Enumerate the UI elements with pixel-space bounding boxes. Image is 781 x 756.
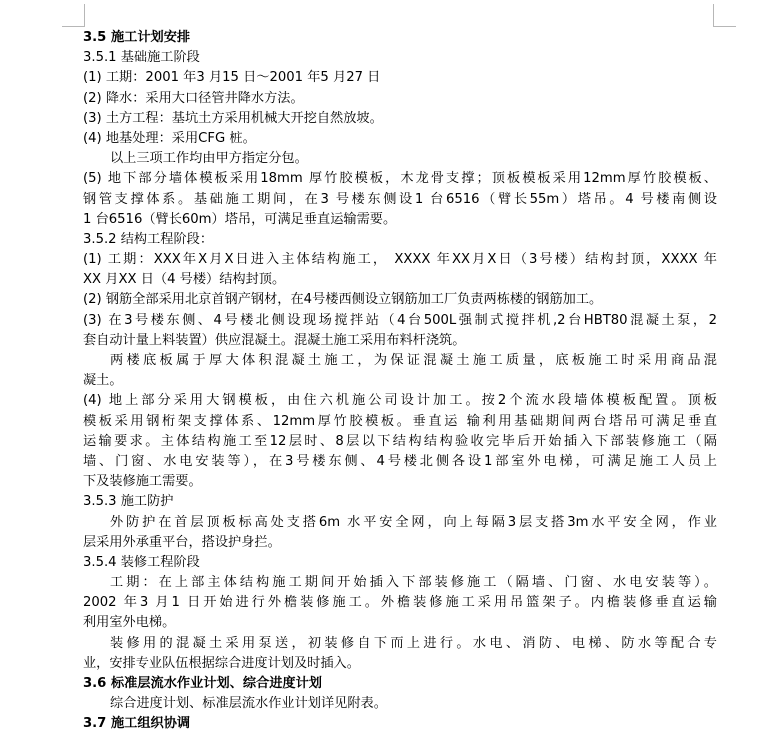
paragraph-line: 模板采用钢桁架支撑体系、12mm厚竹胶模板。垂直运 输利用基础期间两台塔吊可满足垂直 — [83, 413, 717, 429]
page-corner-mark-left — [62, 4, 85, 27]
paragraph-line: 钢管支撑体系。基础施工期间，在3 号楼东侧设1 台6516（臂长55m）塔吊。4 号楼南侧设 — [83, 191, 717, 207]
page-corner-mark-right — [713, 4, 736, 27]
paragraph-line: 两楼底板属于厚大体积混凝土施工，为保证混凝土施工质量，底板施工时采用商品混 — [110, 353, 717, 368]
paragraph-line: (1) 工期：XXX年X月X日进入主体结构施工， XXXX 年XX月X日（3号楼）结构封顶，XXXX 年 — [83, 252, 717, 268]
paragraph-line: 2002 年3 月1 日开始进行外檐装修施工。外檐装修施工采用吊篮架子。内檐装修垂直运输 — [83, 595, 717, 611]
paragraph-line: 层采用外承重平台，搭设护身拦。 — [83, 534, 281, 550]
paragraph-line: 装修用的混凝土采用泵送，初装修自下而上进行。水电、消防、电梯、防水等配合专 — [110, 635, 717, 651]
paragraph-line: 工期：在上部主体结构施工期间开始插入下部装修施工（隔墙、门窗、水电安装等）。 — [110, 575, 717, 591]
paragraph-line: 墙、门窗、水电安装等），在3号楼东侧、4号楼北侧各设1部室外电梯，可满足施工人员上 — [83, 453, 717, 469]
paragraph-line: 下及装修施工需要。 — [83, 474, 202, 490]
list-item: (2) 钢筋全部采用北京首钢产钢材，在4号楼西侧设立钢筋加工厂负责两栋楼的钢筋加工。 — [83, 292, 603, 308]
subsection-heading-3-5-3: 3.5.3 施工防护 — [83, 494, 174, 510]
paragraph-line: (5) 地下部分墙体模板采用18mm 厚竹胶模板，木龙骨支撑；顶板模板采用12mm厚竹胶模板、 — [83, 171, 717, 187]
section-heading-3-5: 3.5 施工计划安排 — [83, 30, 191, 45]
paragraph-line: XX 月XX 日（4 号楼）结构封顶。 — [83, 272, 286, 288]
subsection-heading-3-5-2: 3.5.2 结构工程阶段： — [83, 231, 214, 247]
paragraph-line: (3) 在3号楼东侧、4号楼北侧设现场搅拌站（4台500L强制式搅拌机,2台HBT80混凝土泵，2 — [83, 312, 717, 328]
paragraph-line: 以上三项工作均由甲方指定分包。 — [110, 151, 308, 167]
list-item: (4) 地基处理：采用CFG 桩。 — [83, 130, 256, 146]
paragraph-line: 外防护在首层顶板标高处支搭6m 水平安全网，向上每隔3层支搭3m水平安全网，作业 — [110, 514, 717, 530]
subsection-heading-3-5-4: 3.5.4 装修工程阶段 — [83, 554, 200, 570]
paragraph-line: 利用室外电梯。 — [83, 615, 176, 631]
section-heading-3-7: 3.7 施工组织协调 — [83, 716, 191, 732]
list-item: (1) 工期：2001 年3 月15 日～2001 年5 月27 日 — [83, 70, 381, 86]
paragraph-line: 运输要求。主体结构施工至12层时、8层以下结构结构验收完毕后开始插入下部装修施工（隔 — [83, 433, 717, 449]
paragraph-line: (4) 地上部分采用大钢模板，由住六机施公司设计加工。按2个流水段墙体模板配置。顶板 — [83, 393, 717, 409]
paragraph-line: 1 台6516（臂长60m）塔吊，可满足垂直运输需要。 — [83, 211, 397, 227]
document-body — [83, 28, 717, 735]
paragraph-line: 套自动计量上料装置）供应混凝土。混凝土施工采用布料杆浇筑。 — [83, 332, 466, 348]
section-heading-3-6: 3.6 标准层流水作业计划、综合进度计划 — [83, 676, 322, 691]
paragraph-line: 凝土。 — [83, 373, 123, 389]
list-item: (2) 降水：采用大口径管井降水方法。 — [83, 90, 304, 106]
paragraph-line: 业，安排专业队伍根据综合进度计划及时插入。 — [83, 655, 360, 671]
subsection-heading-3-5-1: 3.5.1 基础施工阶段 — [83, 50, 200, 66]
list-item: (3) 土方工程：基坑土方采用机械大开挖自然放坡。 — [83, 110, 383, 126]
paragraph-line: 综合进度计划、标准层流水作业计划详见附表。 — [110, 696, 387, 712]
